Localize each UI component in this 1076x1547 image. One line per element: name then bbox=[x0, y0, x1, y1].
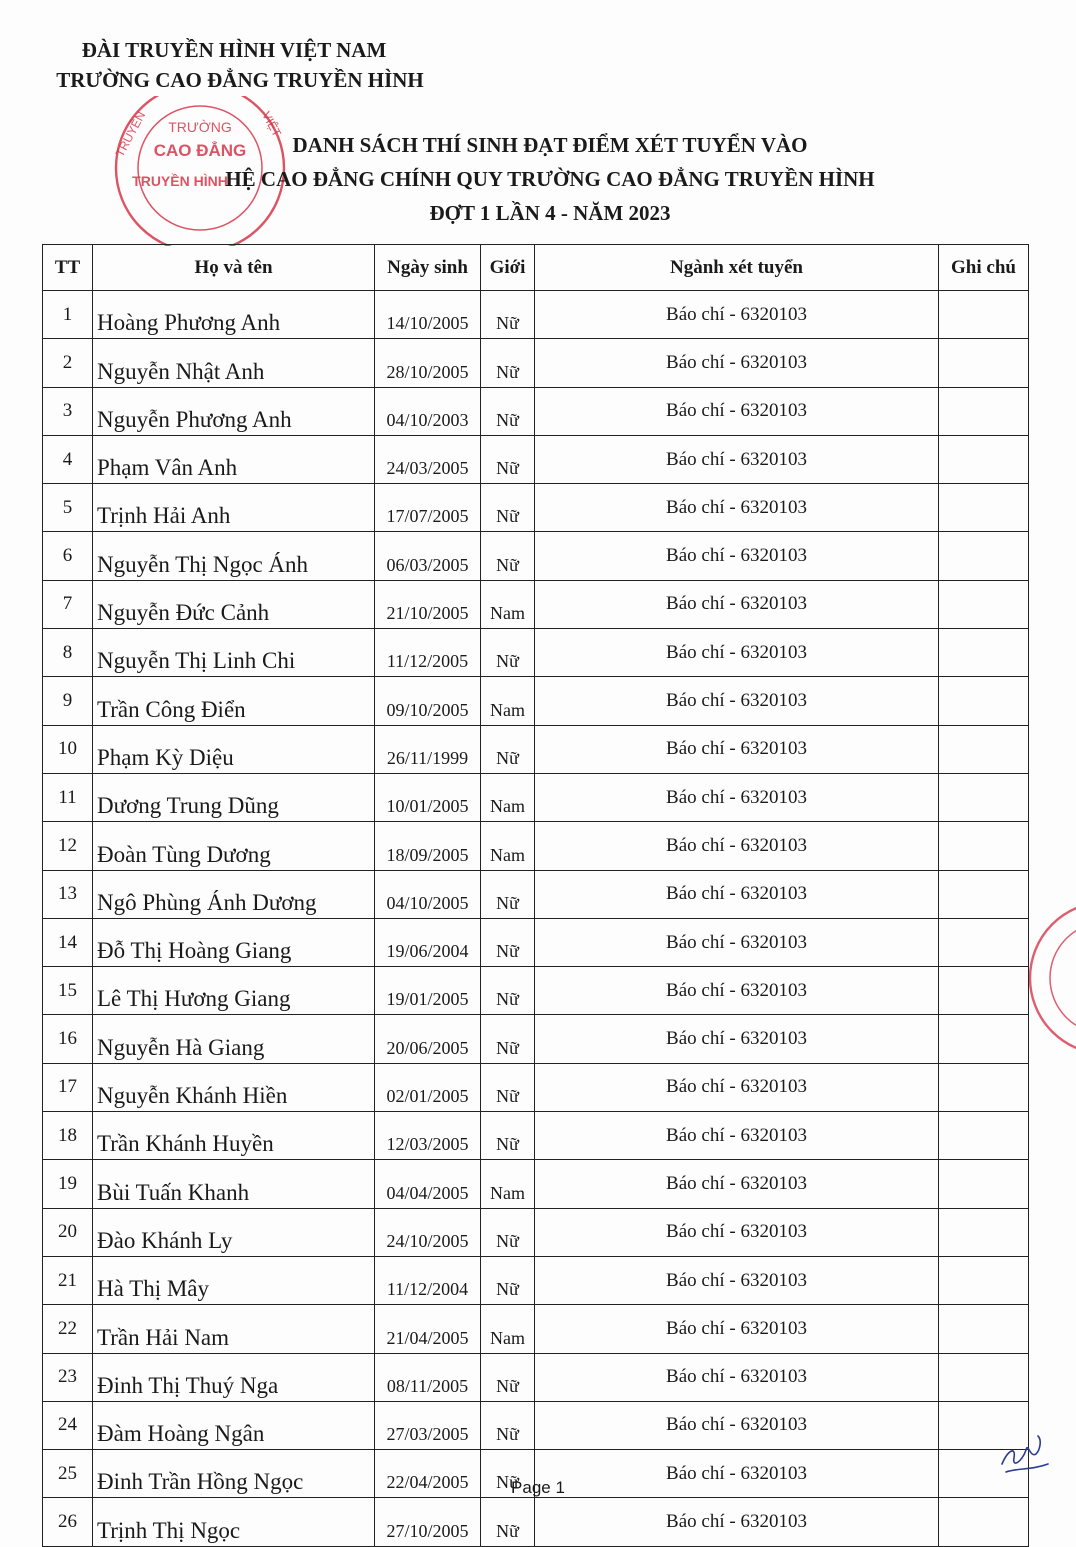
page-number: Page 1 bbox=[511, 1478, 565, 1497]
row-dob: 11/12/2004 bbox=[375, 1256, 481, 1304]
header-sex: Giới bbox=[481, 245, 535, 291]
row-major: Báo chí - 6320103 bbox=[535, 387, 939, 435]
row-dob: 12/03/2005 bbox=[375, 1112, 481, 1160]
table-header-row bbox=[43, 245, 1029, 291]
row-major: Báo chí - 6320103 bbox=[535, 484, 939, 532]
table-row bbox=[43, 1160, 1029, 1208]
row-dob: 17/07/2005 bbox=[375, 484, 481, 532]
row-dob: 06/03/2005 bbox=[375, 532, 481, 580]
table-row bbox=[43, 677, 1029, 725]
row-name: Đoàn Tùng Dương bbox=[93, 822, 375, 870]
row-sex: Nữ bbox=[481, 291, 535, 339]
row-dob: 02/01/2005 bbox=[375, 1063, 481, 1111]
row-name: Ngô Phùng Ánh Dương bbox=[93, 870, 375, 918]
row-name: Trịnh Hải Anh bbox=[93, 484, 375, 532]
row-dob: 19/06/2004 bbox=[375, 918, 481, 966]
row-dob: 24/10/2005 bbox=[375, 1208, 481, 1256]
row-note bbox=[939, 580, 1029, 628]
row-sex: Nữ bbox=[481, 1015, 535, 1063]
row-note bbox=[939, 1208, 1029, 1256]
row-tt: 4 bbox=[43, 435, 93, 483]
row-note bbox=[939, 291, 1029, 339]
row-name: Đàm Hoàng Ngân bbox=[93, 1401, 375, 1449]
stamp-text-line2: CAO ĐẲNG bbox=[153, 141, 247, 160]
row-note bbox=[939, 1160, 1029, 1208]
row-name: Trịnh Thị Ngọc bbox=[93, 1498, 375, 1546]
row-dob: 14/10/2005 bbox=[375, 291, 481, 339]
partial-seal-stamp bbox=[1028, 898, 1076, 1058]
table-row bbox=[43, 967, 1029, 1015]
row-tt: 11 bbox=[43, 773, 93, 821]
candidate-table bbox=[42, 244, 1029, 1547]
row-sex: Nữ bbox=[481, 532, 535, 580]
row-tt: 7 bbox=[43, 580, 93, 628]
table-row bbox=[43, 773, 1029, 821]
row-tt: 19 bbox=[43, 1160, 93, 1208]
row-name: Nguyễn Hà Giang bbox=[93, 1015, 375, 1063]
row-sex: Nữ bbox=[481, 967, 535, 1015]
table-row bbox=[43, 1305, 1029, 1353]
row-sex: Nữ bbox=[481, 918, 535, 966]
row-tt: 3 bbox=[43, 387, 93, 435]
stamp-text-line1: TRƯỜNG bbox=[168, 119, 232, 135]
table-row bbox=[43, 629, 1029, 677]
org-name-line2: TRƯỜNG CAO ĐẲNG TRUYỀN HÌNH bbox=[56, 68, 424, 92]
row-dob: 21/04/2005 bbox=[375, 1305, 481, 1353]
row-name: Hà Thị Mây bbox=[93, 1256, 375, 1304]
row-major: Báo chí - 6320103 bbox=[535, 1401, 939, 1449]
table-row bbox=[43, 725, 1029, 773]
row-sex: Nam bbox=[481, 1160, 535, 1208]
row-name: Phạm Vân Anh bbox=[93, 435, 375, 483]
row-sex: Nữ bbox=[481, 725, 535, 773]
row-dob: 10/01/2005 bbox=[375, 773, 481, 821]
row-sex: Nữ bbox=[481, 1256, 535, 1304]
row-tt: 10 bbox=[43, 725, 93, 773]
row-tt: 17 bbox=[43, 1063, 93, 1111]
table-row bbox=[43, 1401, 1029, 1449]
row-note bbox=[939, 629, 1029, 677]
row-major: Báo chí - 6320103 bbox=[535, 918, 939, 966]
row-tt: 20 bbox=[43, 1208, 93, 1256]
table-row bbox=[43, 1063, 1029, 1111]
row-major: Báo chí - 6320103 bbox=[535, 1450, 939, 1498]
row-note bbox=[939, 1353, 1029, 1401]
row-major: Báo chí - 6320103 bbox=[535, 773, 939, 821]
header-note: Ghi chú bbox=[939, 245, 1029, 291]
row-tt: 13 bbox=[43, 870, 93, 918]
row-sex: Nam bbox=[481, 1305, 535, 1353]
table-row bbox=[43, 870, 1029, 918]
row-dob: 08/11/2005 bbox=[375, 1353, 481, 1401]
row-sex: Nữ bbox=[481, 1450, 535, 1498]
row-tt: 25 bbox=[43, 1450, 93, 1498]
row-major: Báo chí - 6320103 bbox=[535, 1498, 939, 1546]
row-name: Nguyễn Đức Cảnh bbox=[93, 580, 375, 628]
row-dob: 20/06/2005 bbox=[375, 1015, 481, 1063]
table-row bbox=[43, 1112, 1029, 1160]
row-name: Đinh Trần Hồng Ngọc bbox=[93, 1450, 375, 1498]
row-dob: 18/09/2005 bbox=[375, 822, 481, 870]
row-sex: Nam bbox=[481, 580, 535, 628]
row-major: Báo chí - 6320103 bbox=[535, 1015, 939, 1063]
table-row bbox=[43, 918, 1029, 966]
row-note bbox=[939, 1015, 1029, 1063]
row-sex: Nam bbox=[481, 773, 535, 821]
row-note bbox=[939, 1063, 1029, 1111]
row-major: Báo chí - 6320103 bbox=[535, 1305, 939, 1353]
row-tt: 15 bbox=[43, 967, 93, 1015]
table-row bbox=[43, 1353, 1029, 1401]
row-sex: Nữ bbox=[481, 1353, 535, 1401]
row-note bbox=[939, 435, 1029, 483]
row-dob: 24/03/2005 bbox=[375, 435, 481, 483]
header-name: Họ và tên bbox=[93, 245, 375, 291]
document-title-line2: HỆ CAO ĐẲNG CHÍNH QUY TRƯỜNG CAO ĐẲNG TRUYỀN HÌNH bbox=[225, 167, 875, 191]
row-dob: 19/01/2005 bbox=[375, 967, 481, 1015]
header-dob: Ngày sinh bbox=[375, 245, 481, 291]
row-sex: Nữ bbox=[481, 1208, 535, 1256]
row-major: Báo chí - 6320103 bbox=[535, 339, 939, 387]
row-major: Báo chí - 6320103 bbox=[535, 677, 939, 725]
table-row bbox=[43, 1015, 1029, 1063]
row-name: Nguyễn Thị Linh Chi bbox=[93, 629, 375, 677]
row-sex: Nam bbox=[481, 677, 535, 725]
row-note bbox=[939, 484, 1029, 532]
org-name-line1: ĐÀI TRUYỀN HÌNH VIỆT NAM bbox=[81, 38, 387, 62]
row-sex: Nữ bbox=[481, 629, 535, 677]
row-sex: Nữ bbox=[481, 435, 535, 483]
table-row bbox=[43, 291, 1029, 339]
row-dob: 04/10/2003 bbox=[375, 387, 481, 435]
row-major: Báo chí - 6320103 bbox=[535, 629, 939, 677]
row-sex: Nữ bbox=[481, 339, 535, 387]
row-note bbox=[939, 773, 1029, 821]
row-dob: 22/04/2005 bbox=[375, 1450, 481, 1498]
row-dob: 28/10/2005 bbox=[375, 339, 481, 387]
row-major: Báo chí - 6320103 bbox=[535, 870, 939, 918]
row-name: Hoàng Phương Anh bbox=[93, 291, 375, 339]
header-tt: TT bbox=[43, 245, 93, 291]
row-tt: 16 bbox=[43, 1015, 93, 1063]
row-note bbox=[939, 532, 1029, 580]
stamp-ring-right: VIỆT bbox=[259, 109, 284, 140]
row-name: Nguyễn Khánh Hiền bbox=[93, 1063, 375, 1111]
table-row bbox=[43, 1256, 1029, 1304]
row-name: Lê Thị Hương Giang bbox=[93, 967, 375, 1015]
row-sex: Nữ bbox=[481, 1112, 535, 1160]
row-sex: Nữ bbox=[481, 1498, 535, 1546]
row-note bbox=[939, 1498, 1029, 1546]
row-major: Báo chí - 6320103 bbox=[535, 1208, 939, 1256]
handwritten-signature bbox=[996, 1428, 1056, 1478]
row-tt: 5 bbox=[43, 484, 93, 532]
table-row bbox=[43, 532, 1029, 580]
row-note bbox=[939, 918, 1029, 966]
row-major: Báo chí - 6320103 bbox=[535, 580, 939, 628]
row-sex: Nữ bbox=[481, 1063, 535, 1111]
row-name: Phạm Kỳ Diệu bbox=[93, 725, 375, 773]
stamp-ring-left: TRUYỀN bbox=[112, 109, 149, 160]
table-row bbox=[43, 822, 1029, 870]
row-major: Báo chí - 6320103 bbox=[535, 822, 939, 870]
row-major: Báo chí - 6320103 bbox=[535, 1112, 939, 1160]
row-dob: 04/10/2005 bbox=[375, 870, 481, 918]
row-sex: Nữ bbox=[481, 870, 535, 918]
row-note bbox=[939, 1305, 1029, 1353]
row-dob: 26/11/1999 bbox=[375, 725, 481, 773]
row-name: Trần Hải Nam bbox=[93, 1305, 375, 1353]
row-major: Báo chí - 6320103 bbox=[535, 532, 939, 580]
row-name: Trần Khánh Huyền bbox=[93, 1112, 375, 1160]
table-row bbox=[43, 1498, 1029, 1546]
row-major: Báo chí - 6320103 bbox=[535, 725, 939, 773]
row-major: Báo chí - 6320103 bbox=[535, 1256, 939, 1304]
row-dob: 21/10/2005 bbox=[375, 580, 481, 628]
row-sex: Nữ bbox=[481, 484, 535, 532]
row-tt: 14 bbox=[43, 918, 93, 966]
header-major: Ngành xét tuyển bbox=[535, 245, 939, 291]
row-dob: 11/12/2005 bbox=[375, 629, 481, 677]
row-major: Báo chí - 6320103 bbox=[535, 291, 939, 339]
row-tt: 6 bbox=[43, 532, 93, 580]
table-row bbox=[43, 339, 1029, 387]
row-major: Báo chí - 6320103 bbox=[535, 435, 939, 483]
row-name: Nguyễn Thị Ngọc Ánh bbox=[93, 532, 375, 580]
row-major: Báo chí - 6320103 bbox=[535, 1353, 939, 1401]
row-sex: Nữ bbox=[481, 387, 535, 435]
row-note bbox=[939, 870, 1029, 918]
table-row bbox=[43, 387, 1029, 435]
row-sex: Nữ bbox=[481, 1401, 535, 1449]
stamp-text-line3: TRUYỀN HÌNH bbox=[132, 173, 228, 189]
row-tt: 22 bbox=[43, 1305, 93, 1353]
row-tt: 1 bbox=[43, 291, 93, 339]
table-row bbox=[43, 1208, 1029, 1256]
row-tt: 2 bbox=[43, 339, 93, 387]
row-dob: 27/10/2005 bbox=[375, 1498, 481, 1546]
row-name: Trần Công Điển bbox=[93, 677, 375, 725]
row-note bbox=[939, 1256, 1029, 1304]
row-tt: 18 bbox=[43, 1112, 93, 1160]
row-dob: 04/04/2005 bbox=[375, 1160, 481, 1208]
row-note bbox=[939, 725, 1029, 773]
row-tt: 8 bbox=[43, 629, 93, 677]
row-name: Nguyễn Phương Anh bbox=[93, 387, 375, 435]
document-title-line1: DANH SÁCH THÍ SINH ĐẠT ĐIỂM XÉT TUYỂN VÀO bbox=[292, 133, 808, 157]
row-name: Đinh Thị Thuý Nga bbox=[93, 1353, 375, 1401]
row-tt: 12 bbox=[43, 822, 93, 870]
table-row bbox=[43, 435, 1029, 483]
row-sex: Nam bbox=[481, 822, 535, 870]
table-row bbox=[43, 484, 1029, 532]
row-name: Bùi Tuấn Khanh bbox=[93, 1160, 375, 1208]
row-name: Đào Khánh Ly bbox=[93, 1208, 375, 1256]
row-note bbox=[939, 677, 1029, 725]
row-tt: 21 bbox=[43, 1256, 93, 1304]
row-note bbox=[939, 822, 1029, 870]
row-tt: 9 bbox=[43, 677, 93, 725]
document-title-line3: ĐỢT 1 LẦN 4 - NĂM 2023 bbox=[429, 201, 671, 225]
row-dob: 27/03/2005 bbox=[375, 1401, 481, 1449]
row-name: Dương Trung Dũng bbox=[93, 773, 375, 821]
row-name: Đỗ Thị Hoàng Giang bbox=[93, 918, 375, 966]
row-tt: 26 bbox=[43, 1498, 93, 1546]
row-note bbox=[939, 339, 1029, 387]
table-row bbox=[43, 580, 1029, 628]
row-tt: 24 bbox=[43, 1401, 93, 1449]
row-note bbox=[939, 967, 1029, 1015]
row-note bbox=[939, 387, 1029, 435]
row-major: Báo chí - 6320103 bbox=[535, 967, 939, 1015]
row-name: Nguyễn Nhật Anh bbox=[93, 339, 375, 387]
row-major: Báo chí - 6320103 bbox=[535, 1063, 939, 1111]
row-tt: 23 bbox=[43, 1353, 93, 1401]
row-note bbox=[939, 1112, 1029, 1160]
row-major: Báo chí - 6320103 bbox=[535, 1160, 939, 1208]
row-dob: 09/10/2005 bbox=[375, 677, 481, 725]
